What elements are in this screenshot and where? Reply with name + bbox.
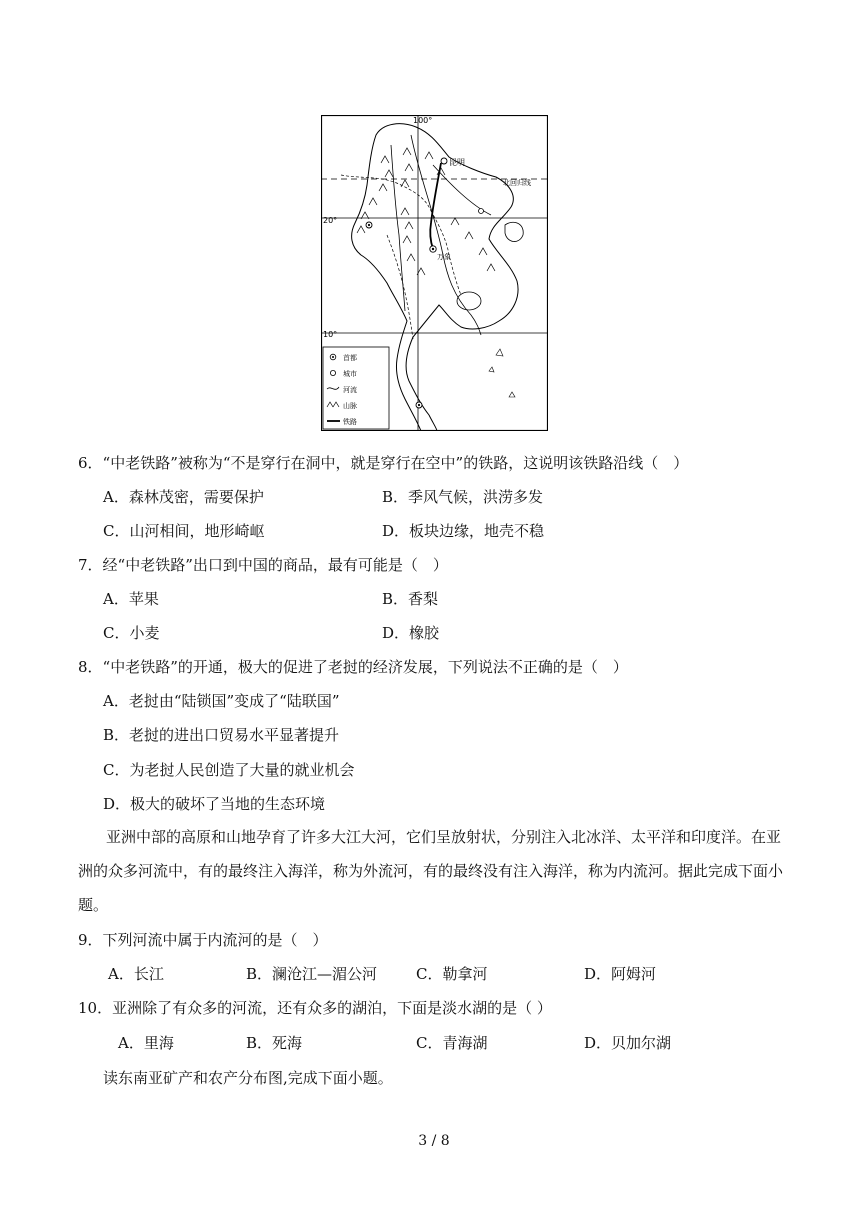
q8-option-c[interactable]: C．为老挝人民创造了大量的就业机会 [103, 761, 355, 779]
q9-option-d[interactable]: D．阿姆河 [584, 965, 657, 983]
legend-river: 河流 [343, 386, 357, 394]
legend-mountain: 山脉 [343, 402, 357, 410]
lat10-label: 10° [323, 330, 338, 339]
q7-option-b[interactable]: B．香梨 [382, 590, 439, 608]
page-number: 3 / 8 [418, 1133, 450, 1149]
legend-railway: 铁路 [343, 418, 357, 426]
q8-option-a[interactable]: A．老挝由“陆锁国”变成了“陆联国” [103, 692, 340, 710]
q7-option-d[interactable]: D．橡胶 [382, 624, 440, 642]
q6-option-a[interactable]: A．森林茂密，需要保护 [103, 488, 264, 506]
q10-option-a[interactable]: A．里海 [118, 1034, 174, 1052]
map-figure [321, 115, 548, 431]
q10-option-b[interactable]: B．死海 [246, 1034, 303, 1052]
tropic-label: 北回归线 [503, 179, 531, 187]
longitude-label: 100° [413, 116, 433, 125]
q8-option-b[interactable]: B．老挝的进出口贸易水平显著提升 [103, 726, 340, 744]
question-10-stem: 10．亚洲除了有众多的河流，还有众多的湖泊，下面是淡水湖的是（ ） [78, 999, 552, 1017]
q8-option-d[interactable]: D．极大的破坏了当地的生态环境 [103, 795, 326, 813]
q9-option-c[interactable]: C．勒拿河 [416, 965, 488, 983]
question-9-stem: 9．下列河流中属于内流河的是（ ） [78, 931, 328, 949]
indochina-map [321, 115, 548, 431]
q10-option-d[interactable]: D．贝加尔湖 [584, 1034, 672, 1052]
vientiane-label: 万象 [437, 253, 451, 261]
q6-option-c[interactable]: C．山河相间，地形崎岖 [103, 522, 265, 540]
question-7-stem: 7．经“中老铁路”出口到中国的商品，最有可能是（ ） [78, 556, 448, 574]
lat20-label: 20° [323, 216, 338, 225]
q7-option-a[interactable]: A．苹果 [103, 590, 159, 608]
q6-option-d[interactable]: D．板块边缘，地壳不稳 [382, 522, 545, 540]
question-8-stem: 8．“中老铁路”的开通，极大的促进了老挝的经济发展，下列说法不正确的是（ ） [78, 658, 628, 676]
kunming-label: 昆明 [449, 158, 465, 167]
legend-city: 城市 [343, 370, 357, 378]
q9-option-a[interactable]: A．长江 [108, 965, 164, 983]
question-6-stem: 6．“中老铁路”被称为“不是穿行在洞中，就是穿行在空中”的铁路，这说明该铁路沿线（ ） [78, 454, 689, 472]
q7-option-c[interactable]: C．小麦 [103, 624, 160, 642]
q6-option-b[interactable]: B．季风气候，洪涝多发 [382, 488, 544, 506]
legend-capital: 首都 [343, 354, 357, 362]
next-section-intro: 读东南亚矿产和农产分布图,完成下面小题。 [103, 1069, 393, 1087]
q9-option-b[interactable]: B．澜沧江—湄公河 [246, 965, 378, 983]
q10-option-c[interactable]: C．青海湖 [416, 1034, 488, 1052]
passage-text: 亚洲中部的高原和山地孕育了许多大江大河，它们呈放射状，分别注入北冰洋、太平洋和印度洋。在亚洲的众多河流中，有的最终注入海洋，称为外流河，有的最终没有注入海洋，称为内流河。据此完成下面小题。 [78, 828, 784, 914]
